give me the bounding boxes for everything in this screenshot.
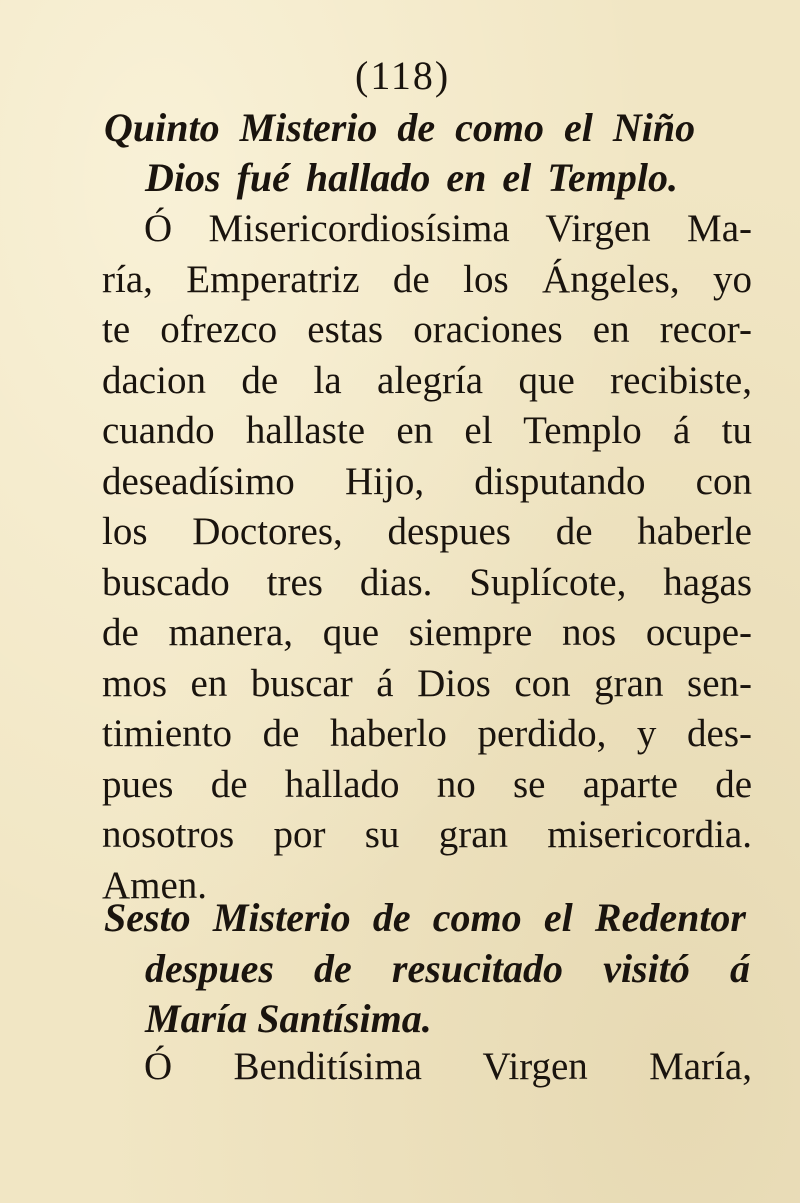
body-line: Ó Benditísima Virgen María, — [144, 1045, 752, 1088]
section-6-heading-line-3: María Santísima. — [145, 996, 432, 1041]
section-6-body — [102, 1042, 752, 1093]
body-line: de manera, que siempre nos ocupe- — [102, 611, 752, 654]
body-line: Ó Misericordiosísima Virgen Ma- — [144, 207, 752, 250]
section-6-heading-line-2: despues de resucitado visitó á — [145, 946, 750, 991]
body-line: mos en buscar á Dios con gran sen- — [102, 661, 752, 705]
section-5-heading-line-2: Dios fué hallado en el Templo. — [145, 155, 678, 200]
body-line: cuando hallaste en el Templo á tu — [102, 409, 752, 452]
body-line: buscado tres dias. Suplícote, hagas — [102, 560, 752, 604]
body-line: pues de hallado no se aparte de — [102, 762, 752, 806]
body-line: dacion de la alegría que recibiste, — [102, 358, 752, 402]
section-5-body — [102, 204, 752, 911]
body-line: los Doctores, despues de haberle — [102, 510, 752, 553]
section-6-heading-line-1: Sesto Misterio de como el Redentor — [104, 895, 746, 940]
page-number: (118) — [355, 53, 451, 98]
body-line: te ofrezco estas oraciones en recor- — [102, 308, 752, 351]
section-5-heading-line-1: Quinto Misterio de como el Niño — [104, 105, 696, 150]
body-line: nosotros por su gran misericordia. — [102, 813, 752, 856]
body-line: timiento de haberlo perdido, y des- — [102, 712, 752, 755]
body-line: Amen. — [102, 863, 208, 907]
body-line: ría, Emperatriz de los Ángeles, yo — [102, 257, 752, 301]
body-line: deseadísimo Hijo, disputando con — [102, 459, 752, 503]
